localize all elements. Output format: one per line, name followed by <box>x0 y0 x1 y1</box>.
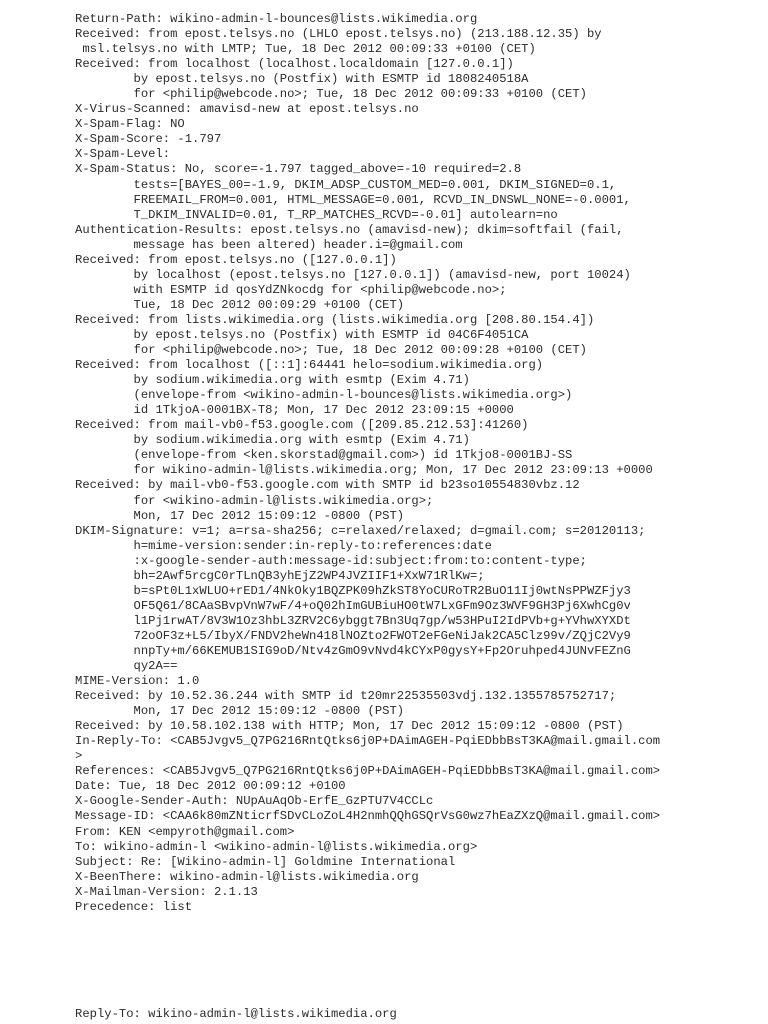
header-line: by localhost (epost.telsys.no [127.0.0.1]) (amavisd-new, port 10024) <box>75 267 631 282</box>
header-line: > <box>75 749 83 764</box>
header-line: OF5Q61/8CAaSBvpVnW7wF/4+oQ02hImGUBiuHO0tW7LxGFm9Oz3WVF9GH3Pj6XwhCg0v <box>75 598 631 613</box>
header-line: To: wikino-admin-l <wikino-admin-l@lists.wikimedia.org> <box>75 839 478 854</box>
header-line: Received: by 10.52.36.244 with SMTP id t20mr22535503vdj.132.1355785752717; <box>75 689 617 704</box>
header-line: for wikino-admin-l@lists.wikimedia.org; Mon, 17 Dec 2012 23:09:13 +0000 <box>75 463 653 478</box>
header-line: Received: from localhost (localhost.localdomain [127.0.0.1]) <box>75 57 514 72</box>
header-line: X-Spam-Flag: NO <box>75 117 185 132</box>
header-line: for <wikino-admin-l@lists.wikimedia.org>; <box>75 493 434 508</box>
header-line: X-Spam-Status: No, score=-1.797 tagged_above=-10 required=2.8 <box>75 162 522 177</box>
header-line: bh=2Awf5rcgC0rTLnQB3yhEjZ2WP4JVZIIF1+XxW71RlKw=; <box>75 568 485 583</box>
header-line: X-Google-Sender-Auth: NUpAuAqOb-ErfE_GzPTU7V4CCLc <box>75 794 434 809</box>
header-line: Mon, 17 Dec 2012 15:09:12 -0800 (PST) <box>75 508 405 523</box>
reply-to-header: Reply-To: wikino-admin-l@lists.wikimedia.org <box>75 1007 397 1021</box>
header-line: X-Spam-Level: <box>75 147 171 162</box>
header-line: by sodium.wikimedia.org with esmtp (Exim 4.71) <box>75 433 470 448</box>
header-line: with ESMTP id qosYdZNkocdg for <philip@webcode.no>; <box>75 282 507 297</box>
header-line: (envelope-from <ken.skorstad@gmail.com>) id 1Tkjo8-0001BJ-SS <box>75 448 573 463</box>
header-line: MIME-Version: 1.0 <box>75 674 200 689</box>
header-line: l1Pj1rwAT/8V3W1Oz3hbL3ZRV2C6ybggt7Bn3Uq7gp/w53HPuI2IdPVb+g+YVhwXYXDt <box>75 613 631 628</box>
header-line: Received: by 10.58.102.138 with HTTP; Mon, 17 Dec 2012 15:09:12 -0800 (PST) <box>75 719 624 734</box>
header-line: Date: Tue, 18 Dec 2012 00:09:12 +0100 <box>75 779 346 794</box>
header-line: Tue, 18 Dec 2012 00:09:29 +0100 (CET) <box>75 297 405 312</box>
header-line: In-Reply-To: <CAB5Jvgv5_Q7PG216RntQtks6j0P+DAimAGEH-PqiEDbbBsT3KA@mail.gmail.com <box>75 734 661 749</box>
header-line: by epost.telsys.no (Postfix) with ESMTP id 04C6F4051CA <box>75 327 529 342</box>
header-line: id 1TkjoA-0001BX-T8; Mon, 17 Dec 2012 23:09:15 +0000 <box>75 403 514 418</box>
header-line: qy2A== <box>75 659 178 674</box>
header-line: Received: from localhost ([::1]:64441 helo=sodium.wikimedia.org) <box>75 358 544 373</box>
header-line: X-Mailman-Version: 2.1.13 <box>75 884 258 899</box>
header-line: Return-Path: wikino-admin-l-bounces@lists.wikimedia.org <box>75 12 478 26</box>
header-line: nnpTy+m/66KEMUB1SIG9oD/Ntv4zGmO9vNvd4kCYxP0gysY+Fp2Oruhped4JUNvFEZnG <box>75 643 631 658</box>
header-line: h=mime-version:sender:in-reply-to:references:date <box>75 538 492 553</box>
header-line: Received: from epost.telsys.no ([127.0.0.1]) <box>75 252 397 267</box>
header-line: for <philip@webcode.no>; Tue, 18 Dec 2012 00:09:33 +0100 (CET) <box>75 87 587 102</box>
header-line: for <philip@webcode.no>; Tue, 18 Dec 2012 00:09:28 +0100 (CET) <box>75 343 587 358</box>
header-line: DKIM-Signature: v=1; a=rsa-sha256; c=relaxed/relaxed; d=gmail.com; s=20120113; <box>75 523 646 538</box>
header-line: Mon, 17 Dec 2012 15:09:12 -0800 (PST) <box>75 704 405 719</box>
header-line: Authentication-Results: epost.telsys.no (amavisd-new); dkim=softfail (fail, <box>75 222 624 237</box>
header-line: Received: from epost.telsys.no (LHLO epost.telsys.no) (213.188.12.35) by <box>75 27 602 42</box>
email-headers <box>75 12 660 915</box>
header-line: Received: by mail-vb0-f53.google.com with SMTP id b23so10554830vbz.12 <box>75 478 580 493</box>
header-line: Message-ID: <CAA6k80mZNticrfSDvCLoZoL4H2nmhQQhGSQrVsG0wz7hEaZXzQ@mail.gmail.com> <box>75 809 661 824</box>
header-line: Precedence: list <box>75 899 193 914</box>
header-line: References: <CAB5Jvgv5_Q7PG216RntQtks6j0P+DAimAGEH-PqiEDbbBsT3KA@mail.gmail.com> <box>75 764 661 779</box>
header-line: 72oOF3z+L5/IbyX/FNDV2heWn418lNOZto2FWOT2eFGeNiJak2CA5Clz99v/ZQjC2Vy9 <box>75 628 631 643</box>
header-line: X-Virus-Scanned: amavisd-new at epost.telsys.no <box>75 102 419 117</box>
header-line: FREEMAIL_FROM=0.001, HTML_MESSAGE=0.001, RCVD_IN_DNSWL_NONE=-0.0001, <box>75 192 631 207</box>
header-line: From: KEN <empyroth@gmail.com> <box>75 824 295 839</box>
header-line: X-Spam-Score: -1.797 <box>75 132 222 147</box>
header-line: X-BeenThere: wikino-admin-l@lists.wikimedia.org <box>75 869 419 884</box>
header-line: Received: from mail-vb0-f53.google.com ([209.85.212.53]:41260) <box>75 418 529 433</box>
header-line: msl.telsys.no with LMTP; Tue, 18 Dec 2012 00:09:33 +0100 (CET) <box>75 42 536 57</box>
header-line: by sodium.wikimedia.org with esmtp (Exim 4.71) <box>75 373 470 388</box>
header-line: T_DKIM_INVALID=0.01, T_RP_MATCHES_RCVD=-0.01] autolearn=no <box>75 207 558 222</box>
header-line: :x-google-sender-auth:message-id:subject:from:to:content-type; <box>75 553 587 568</box>
header-line: b=sPt0L1xWLUO+rED1/4NkOky1BQZPK09hZkST8YoCURoTR2BuO11Ij0wtNsPPWZFjy3 <box>75 583 631 598</box>
header-line: Subject: Re: [Wikino-admin-l] Goldmine International <box>75 854 456 869</box>
header-line: (envelope-from <wikino-admin-l-bounces@lists.wikimedia.org>) <box>75 388 573 403</box>
header-line: message has been altered) header.i=@gmail.com <box>75 237 463 252</box>
header-line: by epost.telsys.no (Postfix) with ESMTP id 1808240518A <box>75 72 529 87</box>
header-line: tests=[BAYES_00=-1.9, DKIM_ADSP_CUSTOM_MED=0.001, DKIM_SIGNED=0.1, <box>75 177 617 192</box>
header-line: Received: from lists.wikimedia.org (lists.wikimedia.org [208.80.154.4]) <box>75 312 595 327</box>
